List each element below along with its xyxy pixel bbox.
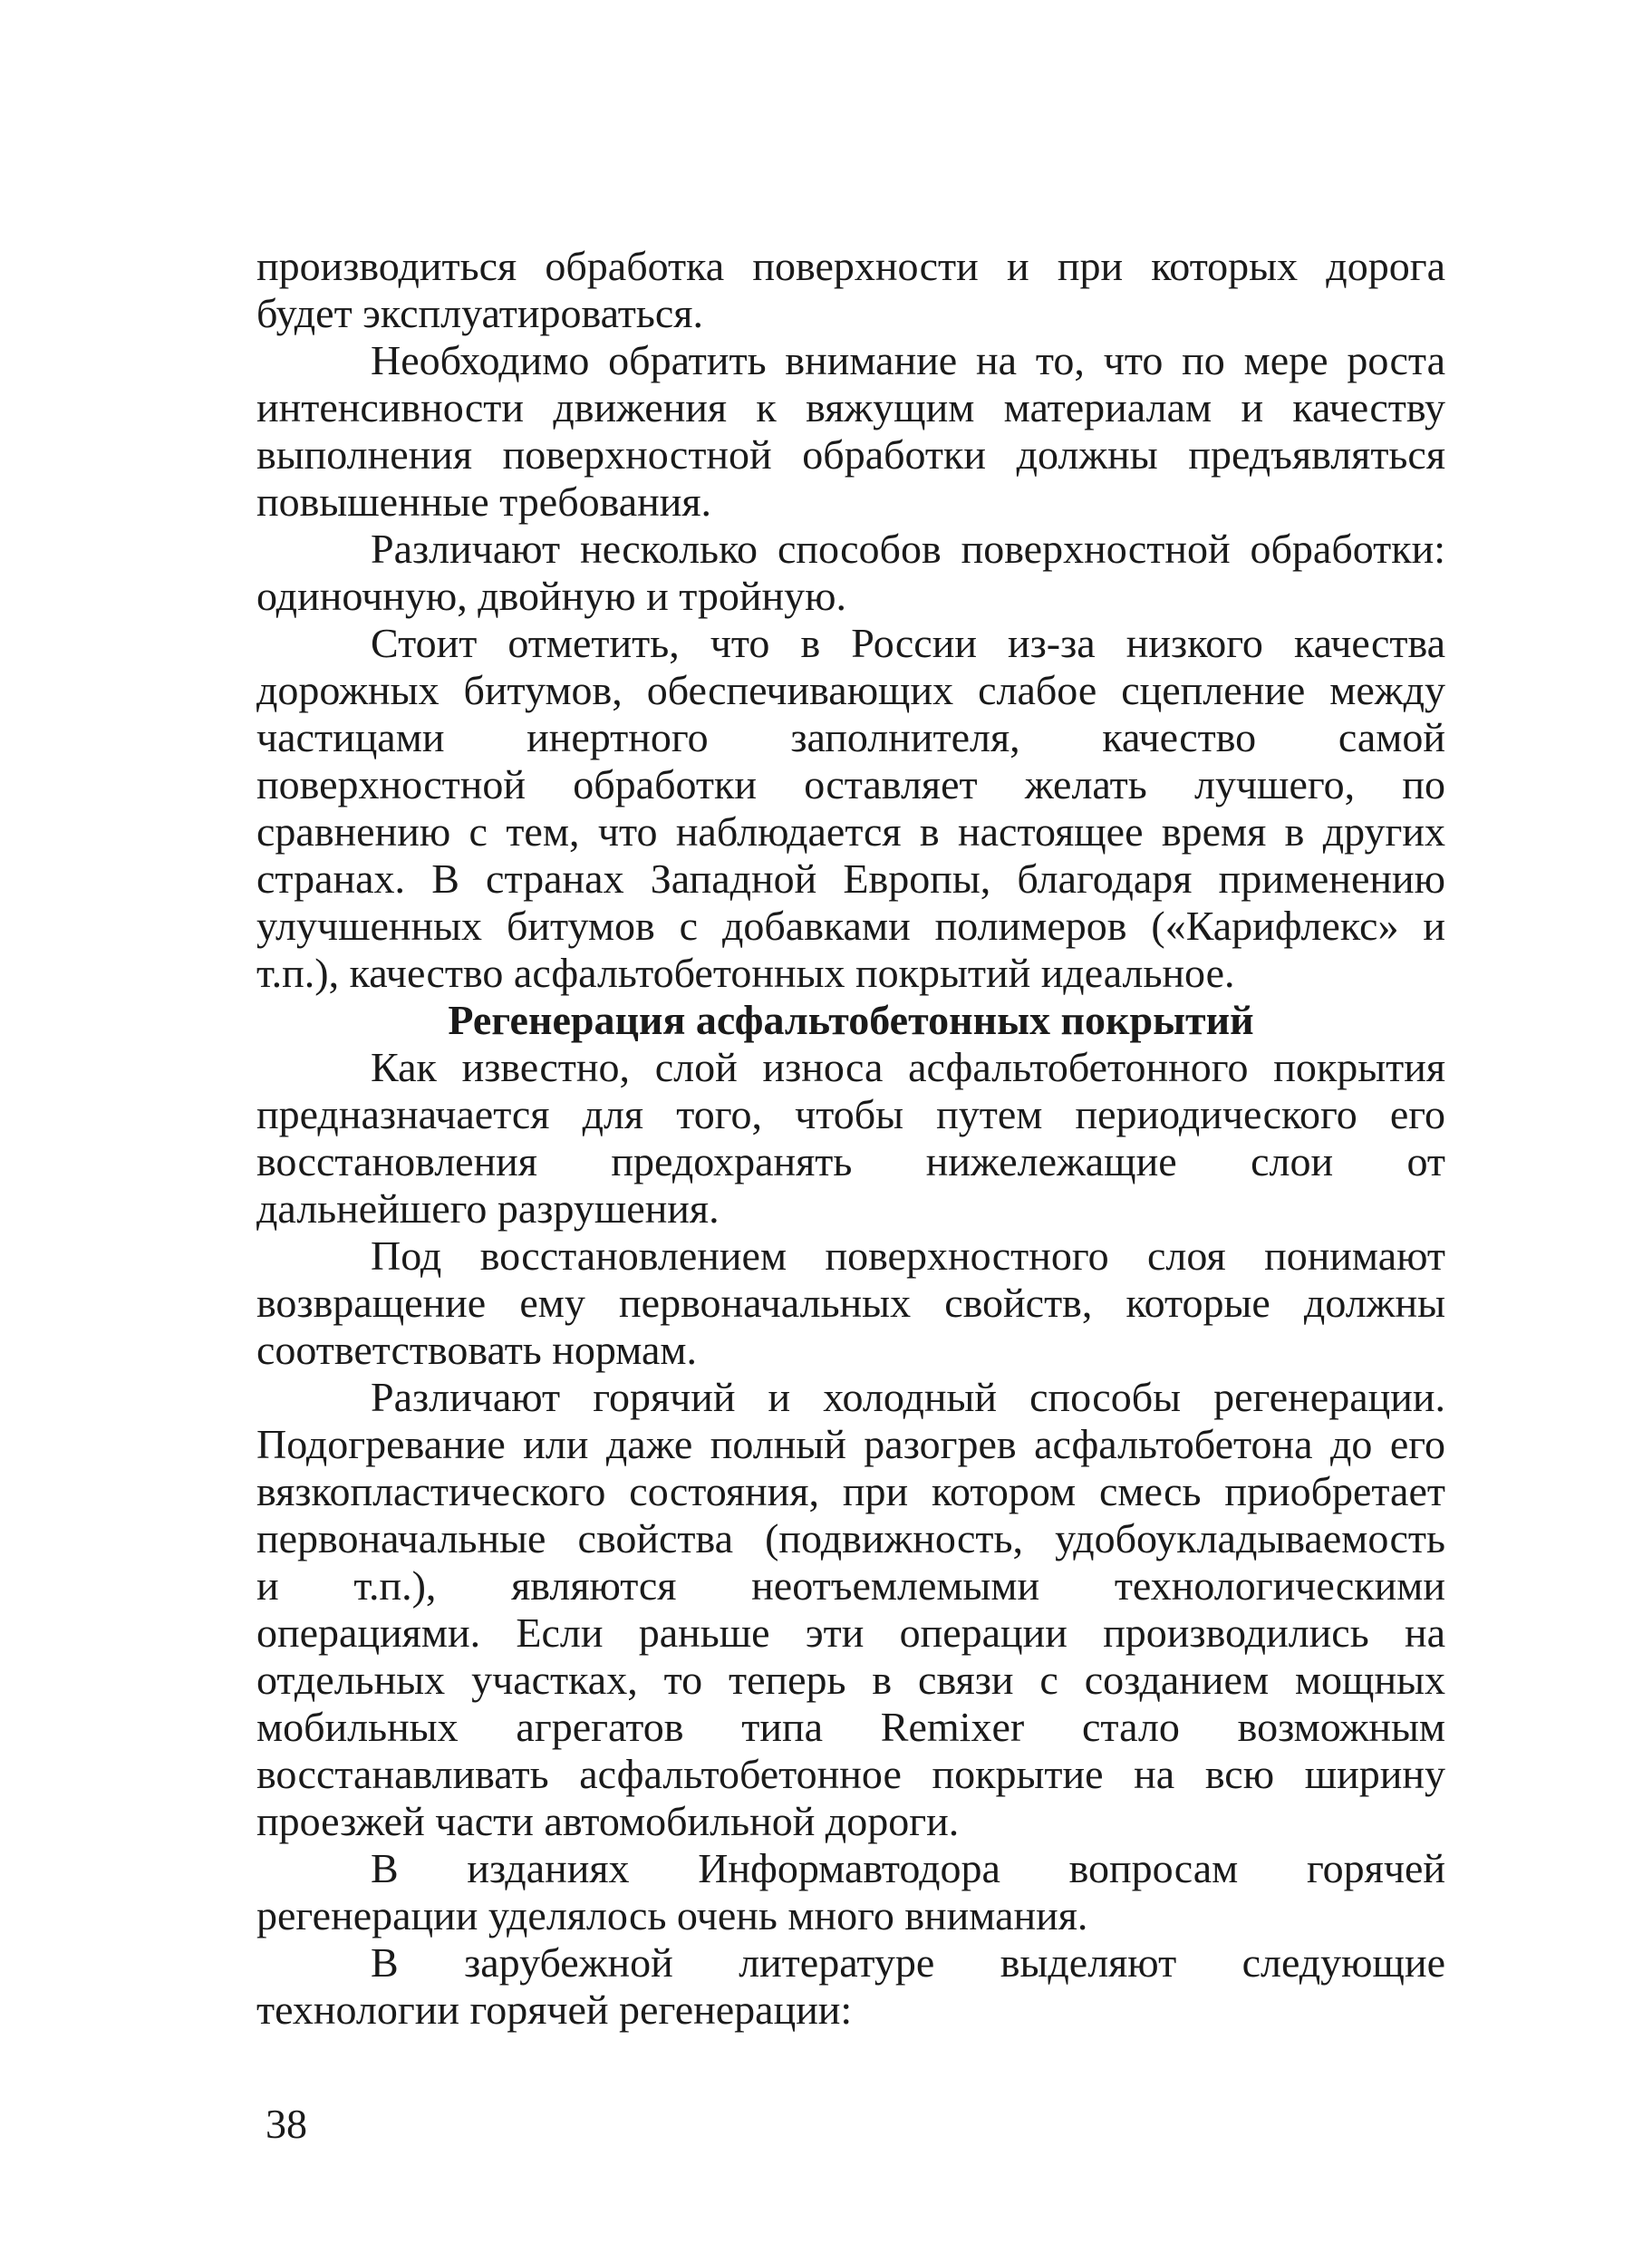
text-line: восстановления предохранять нижележащие слои от bbox=[256, 1138, 1445, 1184]
text-line: Различают горячий и холодный способы регенерации. bbox=[371, 1374, 1445, 1420]
text-line: Под восстановлением поверхностного слоя понимают bbox=[371, 1232, 1445, 1279]
text-line: будет эксплуатироваться. bbox=[256, 290, 703, 336]
text-line: Необходимо обратить внимание на то, что по мере роста bbox=[371, 337, 1445, 383]
body-text bbox=[256, 243, 1445, 2034]
text-line: повышенные требования. bbox=[256, 478, 712, 525]
text-line: Стоит отметить, что в России из-за низкого качества bbox=[371, 620, 1445, 666]
text-line: одиночную, двойную и тройную. bbox=[256, 573, 847, 619]
text-line: вязкопластического состояния, при котором смесь приобретает bbox=[256, 1468, 1445, 1514]
text-line: выполнения поверхностной обработки должны предъявляться bbox=[256, 431, 1445, 478]
text-line: сравнению с тем, что наблюдается в настоящее время в других bbox=[256, 808, 1445, 855]
text-line: первоначальные свойства (подвижность, удобоукладываемость bbox=[256, 1515, 1445, 1561]
text-line: и т.п.), являются неотъемлемыми технологическими bbox=[256, 1562, 1445, 1609]
text-line: улучшенных битумов с добавками полимеров («Карифлекс» и bbox=[256, 903, 1445, 949]
text-line: возвращение ему первоначальных свойств, которые должны bbox=[256, 1280, 1445, 1326]
text-line: интенсивности движения к вяжущим материалам и качеству bbox=[256, 384, 1445, 430]
text-line: регенерации уделялось очень много внимания. bbox=[256, 1892, 1088, 1938]
text-line: Различают несколько способов поверхностной обработки: bbox=[371, 526, 1445, 572]
text-line: проезжей части автомобильной дороги. bbox=[256, 1798, 960, 1844]
text-line: соответствовать нормам. bbox=[256, 1327, 698, 1373]
text-line: технологии горячей регенерации: bbox=[256, 1986, 853, 2033]
text-line: отдельных участках, то теперь в связи с созданием мощных bbox=[256, 1657, 1445, 1703]
text-line: мобильных агрегатов типа Remixer стало возможным bbox=[256, 1704, 1445, 1750]
text-line: т.п.), качество асфальтобетонных покрытий идеальное. bbox=[256, 950, 1235, 996]
text-line: дорожных битумов, обеспечивающих слабое сцепление между bbox=[256, 667, 1445, 713]
text-line: дальнейшего разрушения. bbox=[256, 1185, 720, 1232]
text-line: В изданиях Информавтодора вопросам горячей bbox=[371, 1845, 1445, 1891]
text-line: странах. В странах Западной Европы, благодаря применению bbox=[256, 856, 1445, 902]
text-line: Подогревание или даже полный разогрев асфальтобетона до его bbox=[256, 1421, 1445, 1467]
text-line: В зарубежной литературе выделяют следующие bbox=[371, 1939, 1445, 1986]
text-line: Как известно, слой износа асфальтобетонного покрытия bbox=[371, 1044, 1445, 1090]
page-number: 38 bbox=[266, 2101, 307, 2147]
text-line: восстанавливать асфальтобетонное покрытие на всю ширину bbox=[256, 1751, 1445, 1797]
section-heading: Регенерация асфальтобетонных покрытий bbox=[448, 997, 1254, 1043]
text-line: операциями. Если раньше эти операции производились на bbox=[256, 1610, 1445, 1656]
text-line: поверхностной обработки оставляет желать лучшего, по bbox=[256, 761, 1445, 807]
text-line: предназначается для того, чтобы путем периодического его bbox=[256, 1091, 1445, 1137]
text-line: производиться обработка поверхности и при которых дорога bbox=[256, 243, 1445, 289]
text-line: частицами инертного заполнителя, качество самой bbox=[256, 714, 1445, 760]
